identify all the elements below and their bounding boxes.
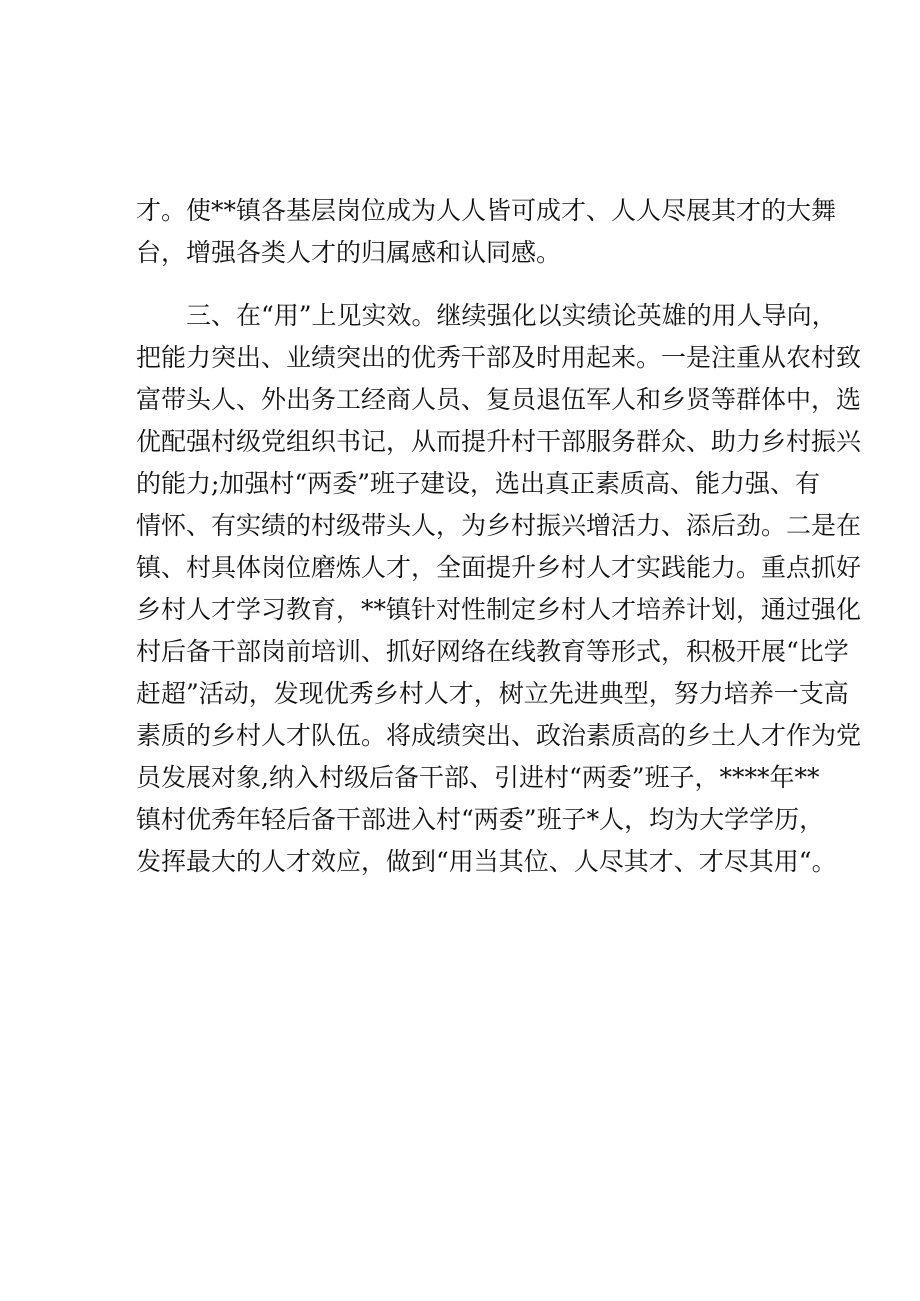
paragraph-line: 优配强村级党组织书记，从而提升村干部服务群众、助力乡村振兴 bbox=[136, 427, 862, 456]
paragraph-line: 镇村优秀年轻后备干部进入村“两委”班子*人，均为大学学历， bbox=[136, 805, 825, 834]
paragraph-line: 台，增强各类人才的归属感和认同感。 bbox=[136, 238, 562, 267]
paragraph-line: 才。使**镇各基层岗位成为人人皆可成才、人人尽展其才的大舞 bbox=[136, 196, 837, 225]
paragraph-line: 镇、村具体岗位磨炼人才，全面提升乡村人才实践能力。重点抓好 bbox=[136, 553, 862, 582]
paragraph bbox=[136, 190, 837, 274]
paragraph-line: 把能力突出、业绩突出的优秀干部及时用起来。一是注重从农村致 bbox=[136, 343, 862, 372]
paragraph-line: 员发展对象,纳入村级后备干部、引进村“两委”班子，****年** bbox=[136, 763, 820, 792]
paragraph bbox=[136, 295, 862, 883]
document-body bbox=[136, 190, 862, 883]
paragraph-line: 素质的乡村人才队伍。将成绩突出、政治素质高的乡土人才作为党 bbox=[136, 721, 862, 750]
paragraph-line: 富带头人、外出务工经商人员、复员退伍军人和乡贤等群体中，选 bbox=[136, 385, 862, 414]
paragraph-line: 的能力;加强村“两委”班子建设，选出真正素质高、能力强、有 bbox=[136, 469, 820, 498]
paragraph-line: 村后备干部岗前培训、抓好网络在线教育等形式，积极开展“比学 bbox=[136, 637, 849, 666]
paragraph-line: 发挥最大的人才效应，做到“用当其位、人尽其才、才尽其用“。 bbox=[136, 847, 837, 876]
paragraph-line: 赶超”活动，发现优秀乡村人才，树立先进典型，努力培养一支高 bbox=[136, 679, 849, 708]
paragraph-line: 三、在“用”上见实效。继续强化以实绩论英雄的用人导向， bbox=[186, 301, 837, 330]
paragraph-line: 情怀、有实绩的村级带头人，为乡村振兴增活力、添后劲。二是在 bbox=[136, 511, 862, 540]
paragraph-line: 乡村人才学习教育，**镇针对性制定乡村人才培养计划，通过强化 bbox=[136, 595, 862, 624]
paragraph-spacing bbox=[136, 274, 800, 295]
